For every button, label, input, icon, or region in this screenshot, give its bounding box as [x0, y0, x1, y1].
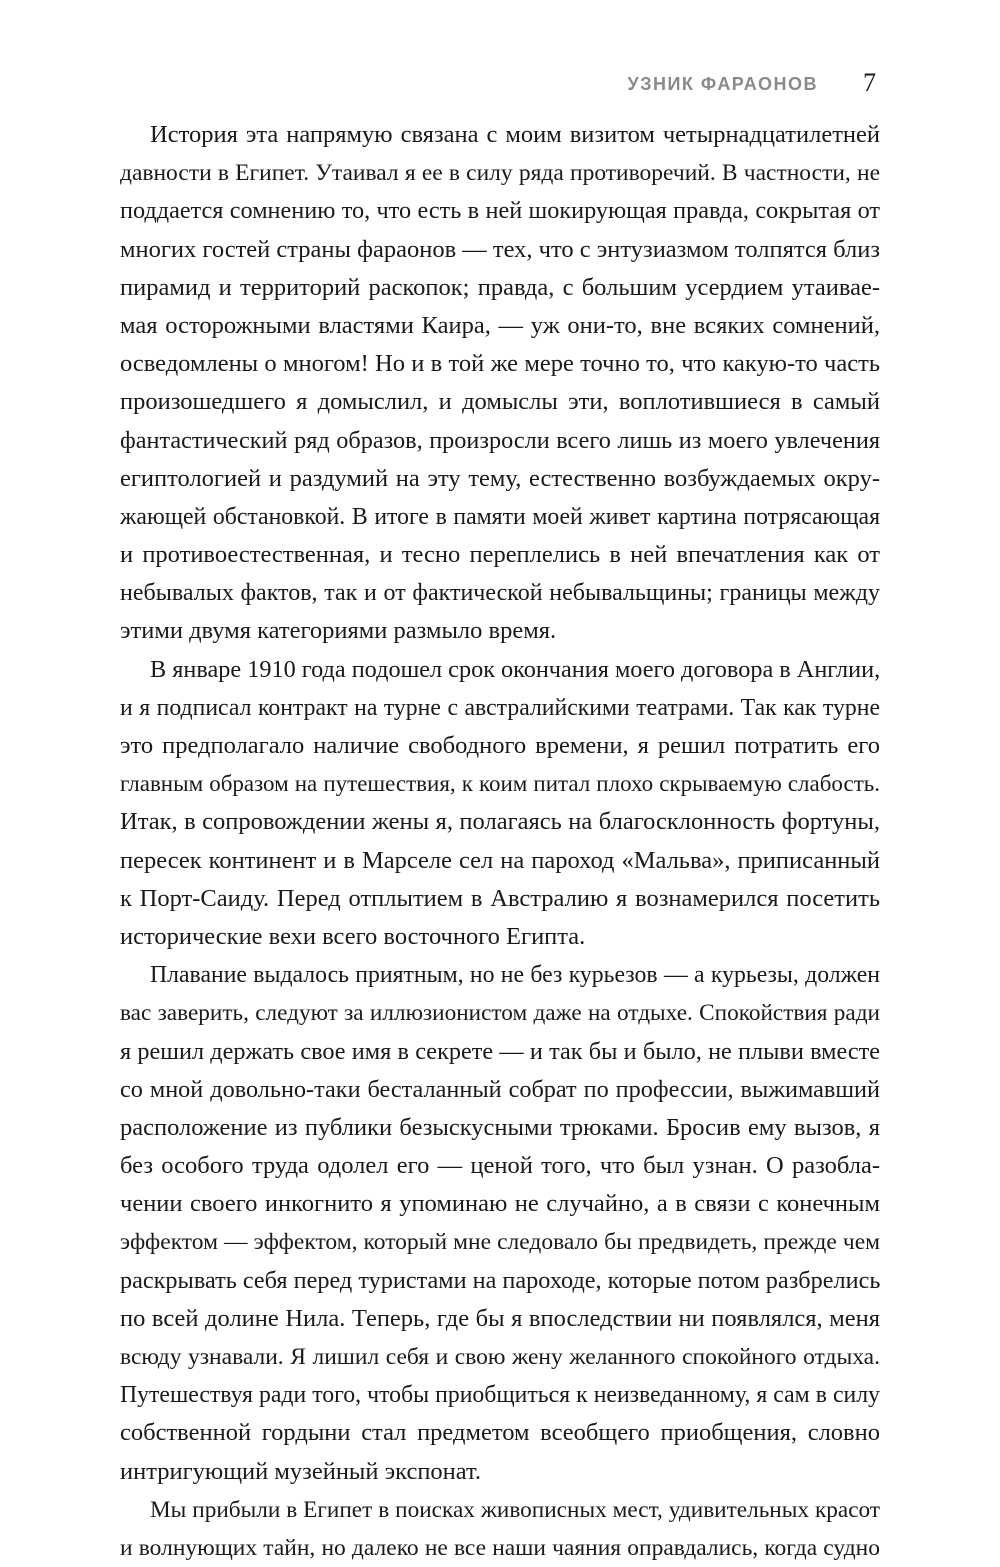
text-line: чении своего инкогнито я упоминаю не случайно, а в связи с конечным: [120, 1190, 880, 1218]
text-line: египтологией и раздумий на эту тему, естественно возбуждаемых окру-: [120, 464, 880, 492]
text-line: произошедшего я домыслил, и домыслы эти, воплотившиеся в самый: [120, 388, 880, 416]
text-line: Плавание выдалось приятным, но не без курьезов — а курьезы, должен: [150, 962, 880, 989]
text-line: со мной довольно-таки бесталанный собрат по профессии, выжимавший: [120, 1075, 880, 1103]
text-line: всюду узнавали. Я лишил себя и свою жену желанного спокойного отдыха.: [120, 1344, 880, 1370]
text-line: В январе 1910 года подошел срок окончания моего договора в Англии,: [150, 655, 880, 683]
text-line: это предполагало наличие свободного времени, я решил потратить его: [120, 732, 880, 759]
text-line: эффектом — эффектом, который мне следовало бы предвидеть, прежде чем: [120, 1229, 880, 1256]
text-line: исторические вехи всего восточного Египта.: [120, 922, 586, 950]
text-line: фантастический ряд образов, произросли всего лишь из моего увлечения: [120, 426, 880, 454]
text-line: Итак, в сопровождении жены я, полагаясь на благосклонность фортуны,: [120, 808, 880, 836]
text-line: главным образом на путешествия, к коим питал плохо скрываемую слабость.: [120, 771, 880, 797]
text-line: и волнующих тайн, но далеко не все наши чаяния оправдались, когда судно: [120, 1534, 880, 1561]
text-line: и я подписал контракт на турне с австралийскими театрами. Так как турне: [120, 694, 880, 721]
text-line: пересек континент и в Марселе сел на пароход «Мальва», приписанный: [120, 846, 880, 874]
text-line: без особого труда одолел его — ценой того, что был узнан. О разобла-: [120, 1152, 880, 1180]
text-line: История эта напрямую связана с моим визитом четырнадцатилетней: [150, 121, 880, 148]
page-number: 7: [863, 68, 876, 97]
text-line: Мы прибыли в Египет в поисках живописных мест, удивительных красот: [150, 1496, 880, 1523]
body-text: [120, 116, 880, 1567]
text-line: к Порт-Саиду. Перед отплытием в Австралию я вознамерился посетить: [120, 884, 880, 912]
text-line: расположение из публики безыскусными трюками. Бросив ему вызов, я: [120, 1113, 880, 1141]
text-line: мая осторожными властями Каира, — уж они-то, вне всяких сомнений,: [120, 311, 880, 339]
text-line: по всей долине Нила. Теперь, где бы я впоследствии ни появлялся, меня: [120, 1304, 880, 1332]
running-title: УЗНИК ФАРАОНОВ: [627, 74, 818, 94]
text-line: Путешествуя ради того, чтобы приобщиться к неизведанному, я сам в силу: [120, 1382, 880, 1409]
text-line: я решил держать свое имя в секрете — и так бы и было, не плыви вместе: [120, 1037, 880, 1065]
text-line: небывалых фактов, так и от фактической небывальщины; границы между: [120, 580, 880, 607]
text-line: поддается сомнению то, что есть в ней шокирующая правда, сокрытая от: [120, 197, 880, 225]
page-header: [120, 66, 880, 106]
text-line: интригующий музейный экспонат.: [120, 1457, 482, 1485]
text-line: пирамид и территорий раскопок; правда, с большим усердием утаивае-: [120, 273, 880, 301]
text-line: и противоестественная, и тесно переплелись в ней впечатления как от: [120, 541, 880, 569]
text-line: осведомлены о многом! Но и в той же мере точно то, что какую-то часть: [120, 350, 880, 378]
text-line: давности в Египет. Утаивал я ее в силу ряда противоречий. В частности, не: [120, 160, 880, 187]
text-line: вас заверить, следуют за иллюзионистом даже на отдыхе. Спокойствия ради: [120, 1000, 880, 1027]
text-line: жающей обстановкой. В итоге в памяти моей живет картина потрясающая: [120, 503, 880, 530]
text-line: раскрывать себя перед туристами на пароходе, которые потом разбрелись: [120, 1266, 880, 1294]
text-line: собственной гордыни стал предметом всеобщего приобщения, словно: [120, 1419, 880, 1447]
text-line: многих гостей страны фараонов — тех, что с энтузиазмом толпятся близ: [120, 235, 880, 263]
text-line: этими двумя категориями размыло время.: [120, 617, 557, 645]
